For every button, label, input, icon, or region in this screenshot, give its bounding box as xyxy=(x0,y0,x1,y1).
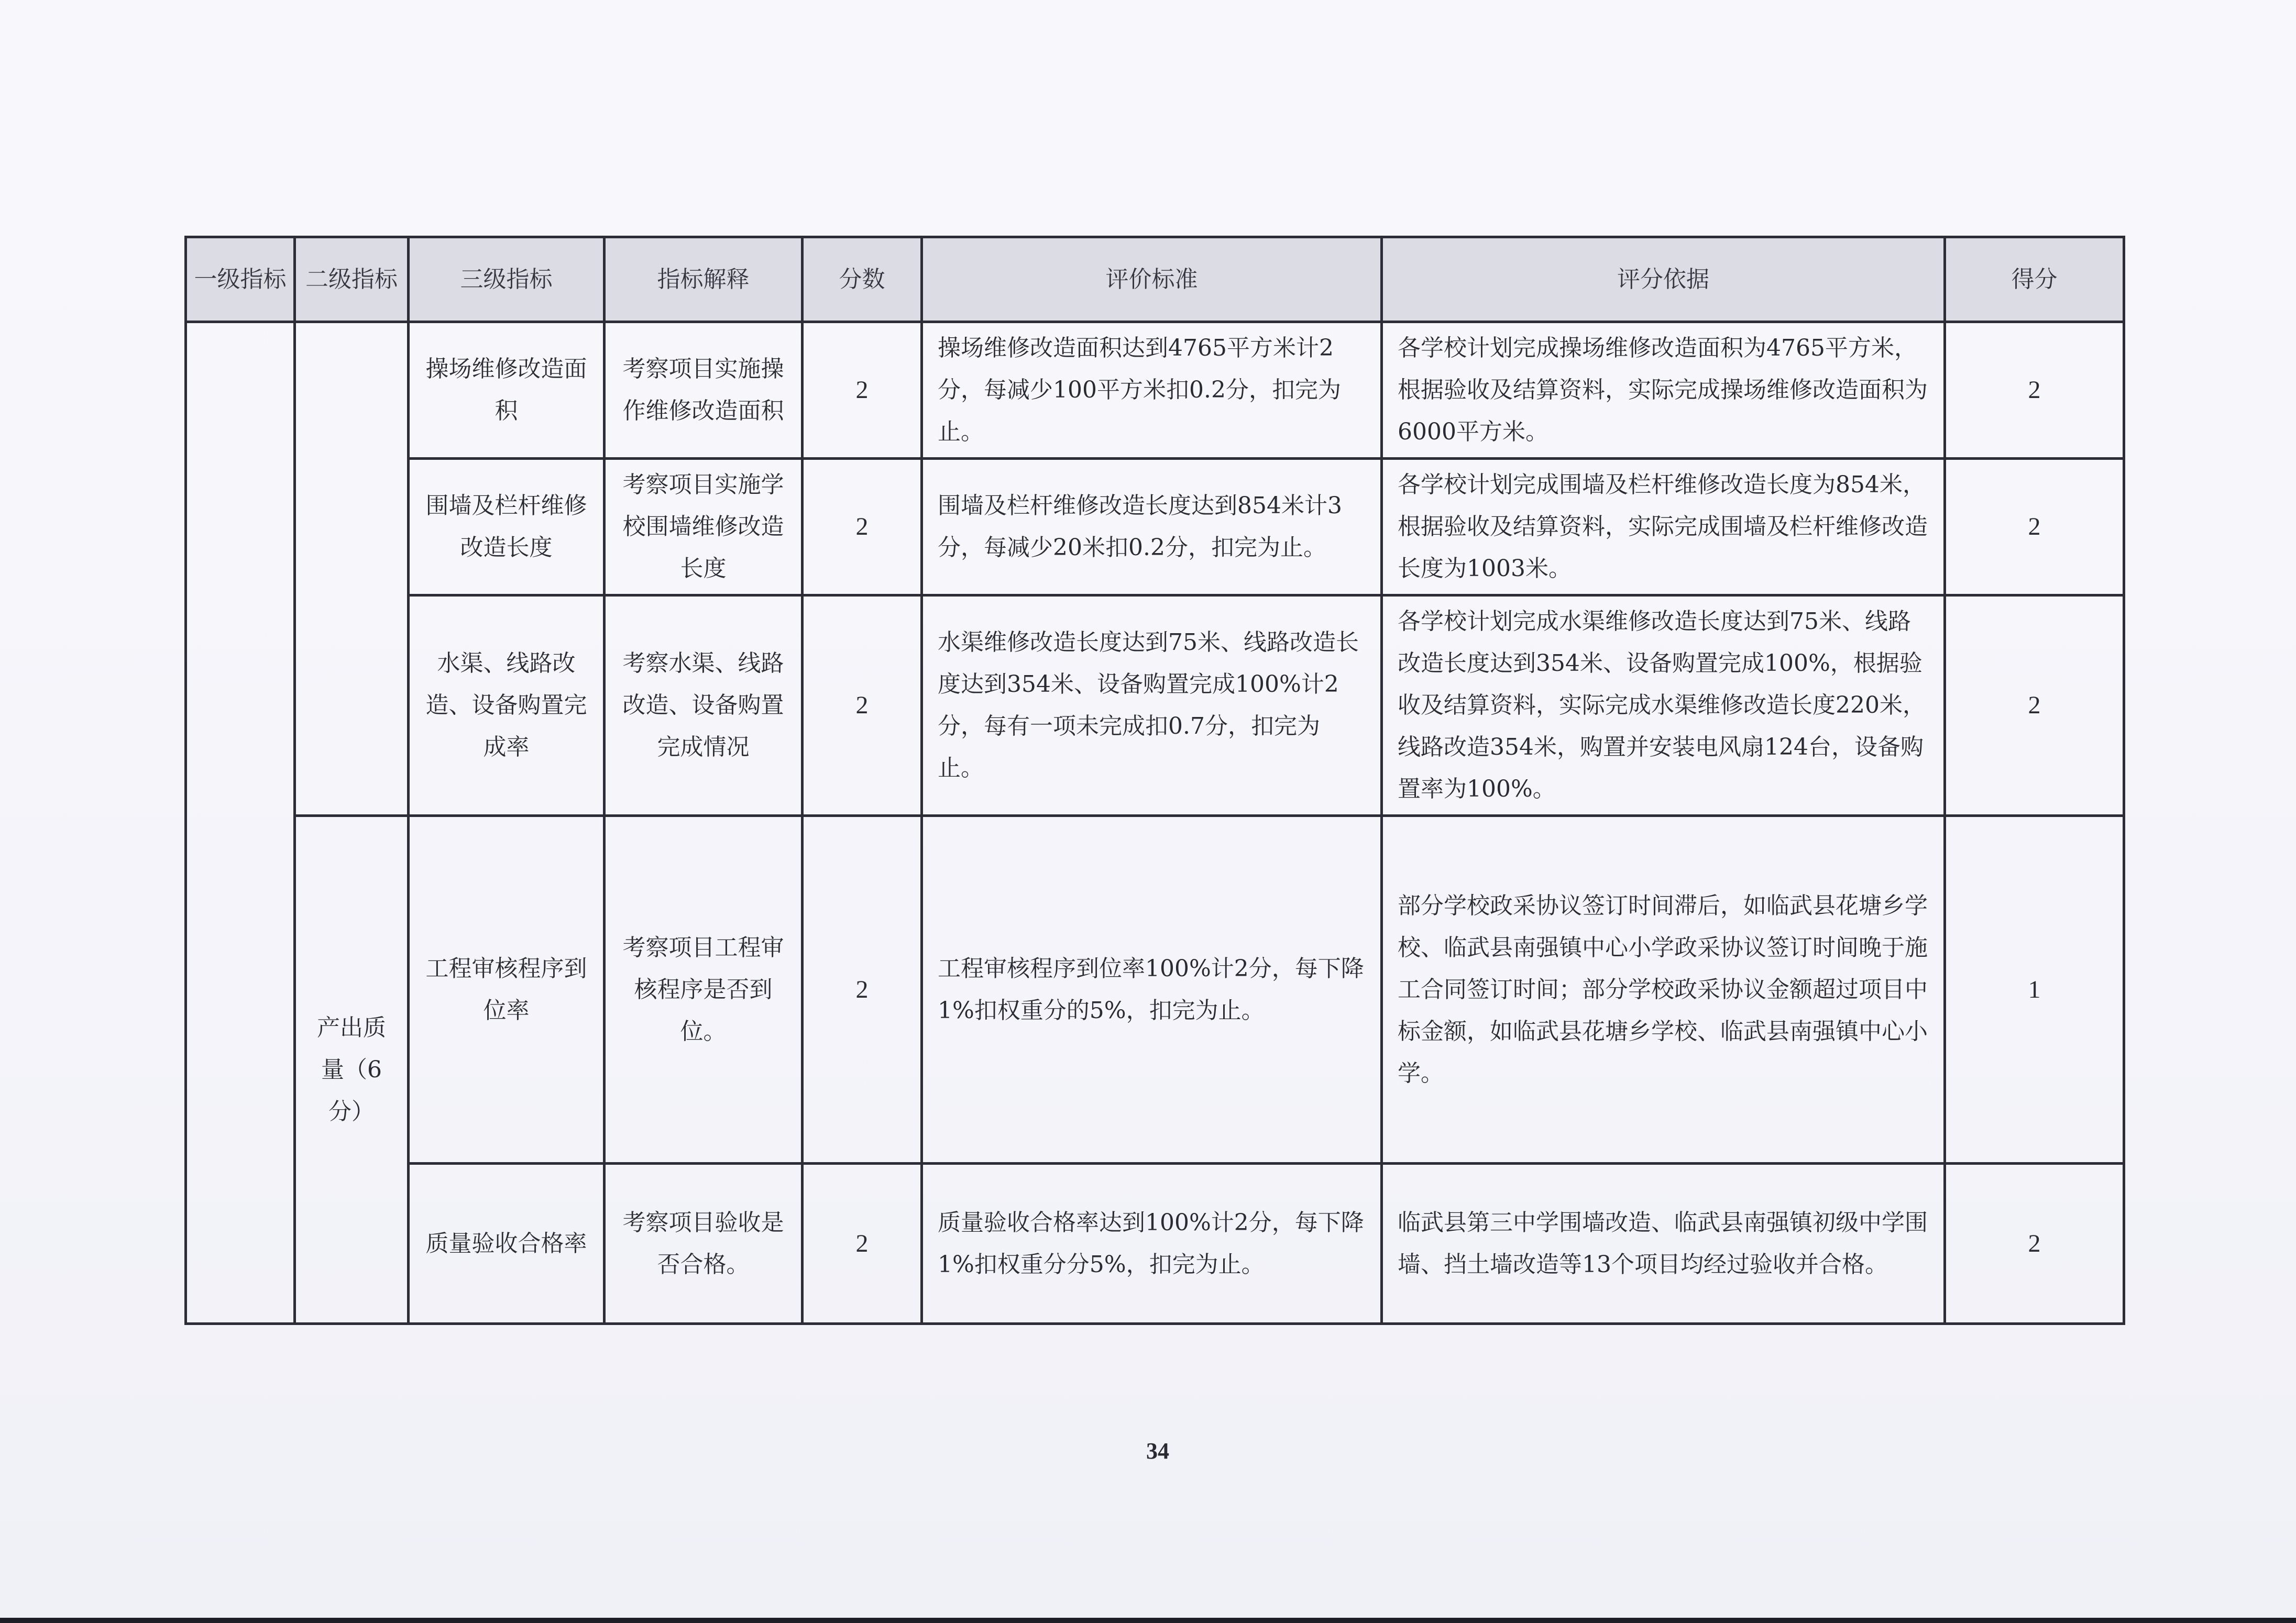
level3-indicator: 操场维修改造面积 xyxy=(409,322,605,459)
header-criteria: 评价标准 xyxy=(922,237,1382,322)
level3-indicator: 围墙及栏杆维修改造长度 xyxy=(409,459,605,595)
criteria-cell: 工程审核程序到位率100%计2分，每下降1%扣权重分的5%，扣完为止。 xyxy=(922,816,1382,1164)
indicator-explanation: 考察项目验收是否合格。 xyxy=(605,1164,803,1324)
basis-cell: 各学校计划完成水渠维修改造长度达到75米、线路改造长度达到354米、设备购置完成100%，根据验收及结算资料，实际完成水渠维修改造长度220米，线路改造354米，购置并安装电风扇124台，设备购置率为100%。 xyxy=(1382,595,1945,816)
evaluation-table xyxy=(184,236,2125,1325)
table-row xyxy=(186,322,2124,459)
header-explanation: 指标解释 xyxy=(605,237,803,322)
criteria-cell: 水渠维修改造长度达到75米、线路改造长度达到354米、设备购置完成100%计2分，每有一项未完成扣0.7分，扣完为止。 xyxy=(922,595,1382,816)
table-row xyxy=(186,816,2124,1164)
page-number: 34 xyxy=(1146,1438,1169,1464)
table-row xyxy=(186,595,2124,816)
score-cell: 2 xyxy=(803,595,922,816)
header-level2: 二级指标 xyxy=(295,237,409,322)
score-cell: 2 xyxy=(803,816,922,1164)
points-cell: 2 xyxy=(1945,322,2124,459)
header-level3: 三级指标 xyxy=(409,237,605,322)
criteria-cell: 质量验收合格率达到100%计2分，每下降1%扣权重分分5%，扣完为止。 xyxy=(922,1164,1382,1324)
level1-cell xyxy=(186,322,295,1324)
header-row xyxy=(186,237,2124,322)
score-cell: 2 xyxy=(803,322,922,459)
level3-indicator: 质量验收合格率 xyxy=(409,1164,605,1324)
basis-cell: 部分学校政采协议签订时间滞后，如临武县花塘乡学校、临武县南强镇中心小学政采协议签订时间晚于施工合同签订时间；部分学校政采协议金额超过项目中标金额，如临武县花塘乡学校、临武县南强镇中心小学。 xyxy=(1382,816,1945,1164)
level3-indicator: 水渠、线路改造、设备购置完成率 xyxy=(409,595,605,816)
basis-cell: 各学校计划完成围墙及栏杆维修改造长度为854米，根据验收及结算资料，实际完成围墙及栏杆维修改造长度为1003米。 xyxy=(1382,459,1945,595)
level2-cell-output-quality: 产出质量（6分） xyxy=(295,816,409,1324)
table-row xyxy=(186,1164,2124,1324)
points-cell: 2 xyxy=(1945,1164,2124,1324)
header-level1: 一级指标 xyxy=(186,237,295,322)
level2-cell-upper xyxy=(295,322,409,816)
indicator-explanation: 考察项目工程审核程序是否到位。 xyxy=(605,816,803,1164)
criteria-cell: 围墙及栏杆维修改造长度达到854米计3分，每减少20米扣0.2分，扣完为止。 xyxy=(922,459,1382,595)
level3-indicator: 工程审核程序到位率 xyxy=(409,816,605,1164)
points-cell: 2 xyxy=(1945,459,2124,595)
points-cell: 2 xyxy=(1945,595,2124,816)
table-row xyxy=(186,459,2124,595)
basis-cell: 临武县第三中学围墙改造、临武县南强镇初级中学围墙、挡土墙改造等13个项目均经过验收并合格。 xyxy=(1382,1164,1945,1324)
scan-edge xyxy=(0,1618,2296,1623)
header-points: 得分 xyxy=(1945,237,2124,322)
score-cell: 2 xyxy=(803,1164,922,1324)
points-cell: 1 xyxy=(1945,816,2124,1164)
indicator-explanation: 考察项目实施学校围墙维修改造长度 xyxy=(605,459,803,595)
indicator-explanation: 考察项目实施操作维修改造面积 xyxy=(605,322,803,459)
score-cell: 2 xyxy=(803,459,922,595)
basis-cell: 各学校计划完成操场维修改造面积为4765平方米，根据验收及结算资料，实际完成操场维修改造面积为6000平方米。 xyxy=(1382,322,1945,459)
criteria-cell: 操场维修改造面积达到4765平方米计2分，每减少100平方米扣0.2分，扣完为止。 xyxy=(922,322,1382,459)
header-basis: 评分依据 xyxy=(1382,237,1945,322)
indicator-explanation: 考察水渠、线路改造、设备购置完成情况 xyxy=(605,595,803,816)
header-score: 分数 xyxy=(803,237,922,322)
